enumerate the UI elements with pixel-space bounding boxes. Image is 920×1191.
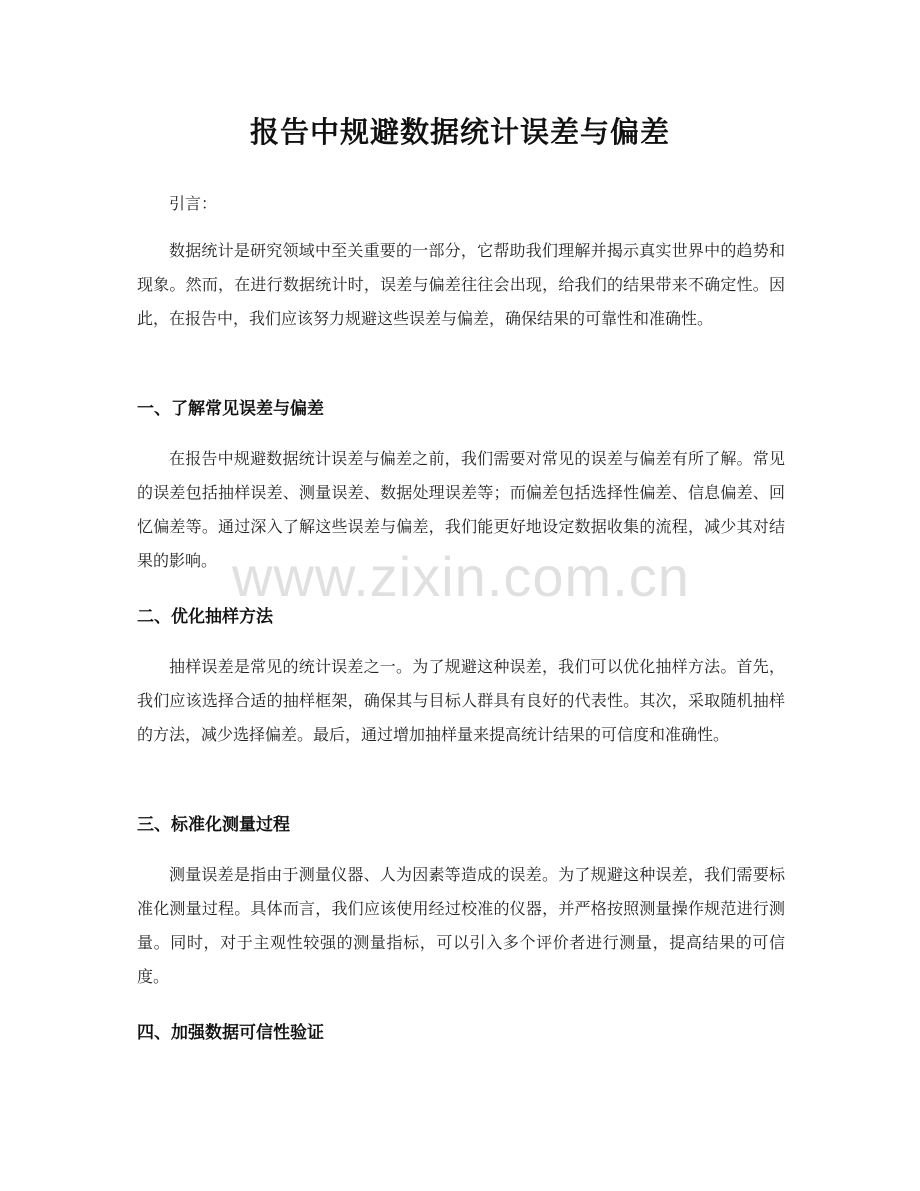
watermark: www.zixin.com.cn: [232, 545, 690, 608]
intro-paragraph: 数据统计是研究领域中至关重要的一部分，它帮助我们理解并揭示真实世界中的趋势和现象。然而，在进行数据统计时，误差与偏差往往会出现，给我们的结果带来不确定性。因此，在报告中，我们应该努力规避这些误差与偏差，确保结果的可靠性和准确性。: [137, 241, 785, 328]
section-1-heading: 一、了解常见误差与偏差: [137, 399, 324, 419]
section-3-heading: 三、标准化测量过程: [137, 815, 290, 835]
intro-label: 引言：: [169, 194, 218, 213]
section-2-heading: 二、优化抽样方法: [137, 607, 273, 627]
section-1-paragraph: 在报告中规避数据统计误差与偏差之前，我们需要对常见的误差与偏差有所了解。常见的误差包括抽样误差、测量误差、数据处理误差等；而偏差包括选择性偏差、信息偏差、回忆偏差等。通过深入了解这些误差与偏差，我们能更好地设定数据收集的流程，减少其对结果的影响。: [137, 449, 785, 570]
section-3-paragraph: 测量误差是指由于测量仪器、人为因素等造成的误差。为了规避这种误差，我们需要标准化测量过程。具体而言，我们应该使用经过校准的仪器，并严格按照测量操作规范进行测量。同时，对于主观性较强的测量指标，可以引入多个评价者进行测量，提高结果的可信度。: [137, 865, 785, 986]
section-2-paragraph: 抽样误差是常见的统计误差之一。为了规避这种误差，我们可以优化抽样方法。首先，我们应该选择合适的抽样框架，确保其与目标人群具有良好的代表性。其次，采取随机抽样的方法，减少选择偏差。最后，通过增加抽样量来提高统计结果的可信度和准确性。: [137, 657, 785, 744]
section-4-heading: 四、加强数据可信性验证: [137, 1023, 324, 1043]
document-title: 报告中规避数据统计误差与偏差: [249, 115, 670, 149]
